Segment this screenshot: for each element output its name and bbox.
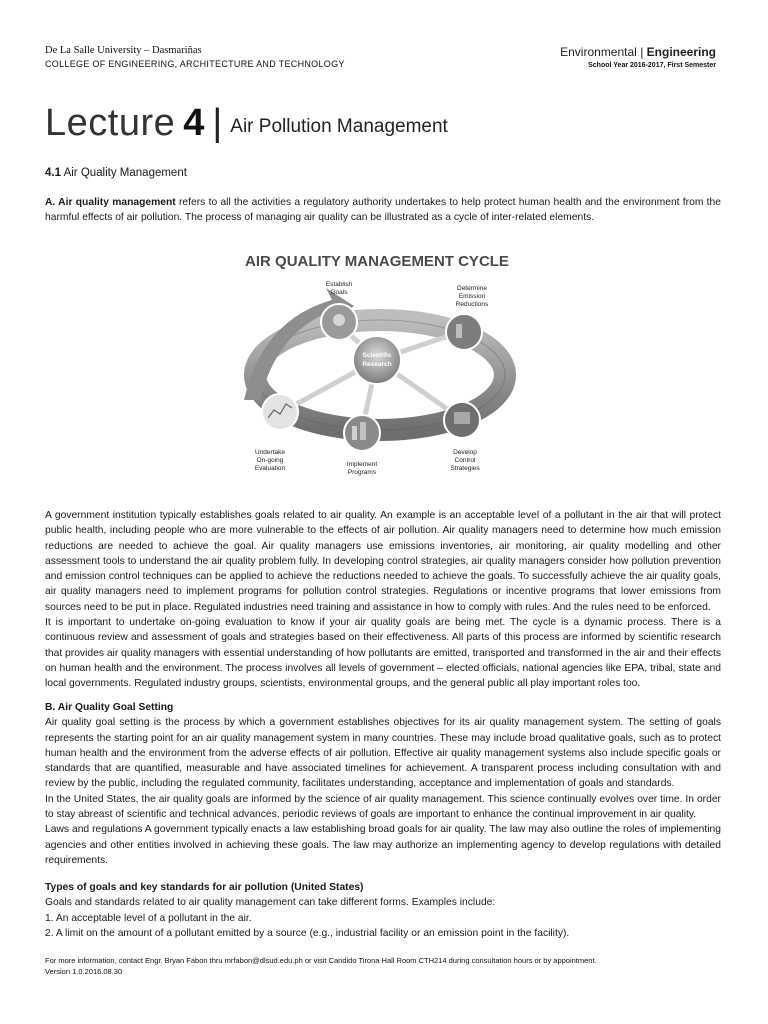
develop-label-3: Strategies: [450, 465, 480, 472]
determine-label-2: Emission: [458, 293, 486, 300]
evaluation-node: [262, 394, 298, 430]
section-b-heading: B. Air Quality Goal Setting: [45, 702, 174, 713]
course-bold: Engineering: [646, 45, 716, 59]
body-text-1: A government institution typically establishes goals related to air quality. An example is an acceptable level of a pollutant in the air that will protect public health, including people who are more vulnerable to the effects of air pollution. Air quality managers need to determine how much emission reductions are needed to achieve the goal. Air quality managers use emissions inventories, air monitoring, air quality modelling and other assessment tools to understand the air quality problem fully. In developing control strategies, air quality managers consider how pollution prevention and emission control techniques can be applied to achieve the reductions needed to achieve the goals. To successfully achieve the air quality goals, air quality managers need to implement programs for pollution control strategies. Regulations or incentive programs that lower emissions from sources need to be put in place. Regulated industries need training and assistance in how to comply with rules. And the rules need to be enforced.: [45, 510, 721, 613]
section-label: Air Quality Management: [63, 167, 187, 179]
body-paragraph-1: [45, 508, 721, 692]
footer-contact: For more information, contact Engr. Bryan Fabon thru mrfabon@dlsud.edu.ph or visit Candido Tirona Hall Room CTH214 during consultation hours or by appointment.: [45, 956, 597, 965]
section-number: 4.1: [45, 167, 61, 179]
determine-label-1: Determine: [457, 285, 487, 292]
course-title: [560, 45, 716, 59]
header-right: [560, 45, 716, 69]
evaluate-label-2: On-going: [256, 457, 284, 464]
develop-strategies-figure: [454, 412, 470, 424]
course-light: Environmental: [560, 45, 637, 59]
establish-label-2: Goals: [330, 289, 348, 296]
school-year: School Year 2016-2017, First Semester: [588, 62, 716, 69]
center-label-2: Research: [362, 361, 392, 368]
section-b-p3: Laws and regulations A government typically enacts a law establishing broad goals for air quality. The law may also outline the roles of implementing agencies and other entities involved in achieving these goals. The law may authorize an implementing agency to develop regulations with detailed requirements.: [45, 824, 721, 866]
develop-label-2: Control: [454, 457, 476, 464]
types-section: [45, 880, 721, 941]
implement-label-2: Programs: [347, 469, 377, 476]
section-heading: [45, 167, 187, 179]
aqm-cycle-figure: [222, 240, 532, 490]
scientific-research-node: [353, 336, 401, 384]
intro-paragraph: [45, 195, 721, 226]
types-heading: Types of goals and key standards for air pollution (United States): [45, 882, 364, 893]
evaluate-label-3: Evaluation: [254, 465, 286, 472]
implement-programs-figure-1: [352, 426, 357, 440]
determine-reductions-node: [446, 314, 482, 350]
header-left: [45, 45, 345, 69]
types-intro: Goals and standards related to air quality management can take different forms. Examples include:: [45, 897, 496, 909]
intro-text: refers to all the activities a regulatory authority undertakes to help protect human health and the environment from the harmful effects of air pollution. The process of managing air quality can be illustrated as a cycle of inter-related elements.: [45, 197, 721, 224]
course-separator: |: [640, 45, 644, 59]
types-item-1: 1. An acceptable level of a pollutant in the air.: [45, 912, 252, 924]
center-label-1: Scientific: [362, 352, 392, 359]
determine-reductions-figure: [456, 324, 462, 338]
college-name: COLLEGE OF ENGINEERING, ARCHITECTURE AND TECHNOLOGY: [45, 59, 345, 69]
establish-label-1: Establish: [325, 281, 353, 288]
university-name: De La Salle University – Dasmariñas: [45, 45, 202, 56]
footer: [45, 955, 597, 977]
determine-label-3: Reductions: [455, 301, 489, 308]
intro-lead: A. Air quality management: [45, 197, 176, 208]
lecture-title: [45, 102, 448, 145]
develop-label-1: Develop: [453, 449, 477, 456]
establish-goals-figure: [333, 314, 345, 326]
body-text-2: It is important to undertake on-going evaluation to know if your air quality goals are being met. The cycle is a dynamic process. There is a continuous review and assessment of goals and strategies based on their effectiveness. All parts of this process are informed by scientific research that provides air quality managers with essential understanding of how pollutants are emitted, transported and transformed in the air and their effects on human health and the environment. The process involves all levels of government – elected officials, national agencies like EPA, tribal, state and local governments. Regulated industry groups, scientists, environmental groups, and the general public all play important roles too.: [45, 617, 721, 690]
lecture-word: Lecture: [45, 102, 176, 144]
footer-version: Version 1.0.2016.08.30: [45, 967, 123, 976]
lecture-subtitle: Air Pollution Management: [230, 116, 448, 137]
section-b: [45, 700, 721, 868]
evaluate-label-1: Undertake: [255, 449, 285, 456]
implement-programs-figure-2: [360, 422, 366, 440]
title-separator: |: [212, 102, 223, 144]
implement-label-1: Implement: [346, 461, 378, 468]
types-item-2: 2. A limit on the amount of a pollutant emitted by a source (e.g., industrial facility or an emission point in the facility).: [45, 927, 570, 939]
section-b-p1: Air quality goal setting is the process by which a government establishes objectives for its air quality management system. The setting of goals represents the starting point for an air quality management system in many countries. These may include broad qualitative goals, such as to protect human health and the environment from the adverse effects of air pollution. Effective air quality management systems also include specific goals or standards that are quantified, measurable and have associated timelines for achievement. A transparent process including consultation with and review by the public, including the regulated community, facilitates understanding, acceptance and implementation of goals and standards.: [45, 717, 721, 790]
figure-title: AIR QUALITY MANAGEMENT CYCLE: [245, 253, 509, 270]
lecture-number: 4: [183, 102, 205, 144]
section-b-p2: In the United States, the air quality goals are informed by the science of air quality management. This science continually evolves over time. In order to stay abreast of scientific and technical advances, periodic reviews of goals are important to enhance the continual improvement in air quality.: [45, 793, 721, 821]
